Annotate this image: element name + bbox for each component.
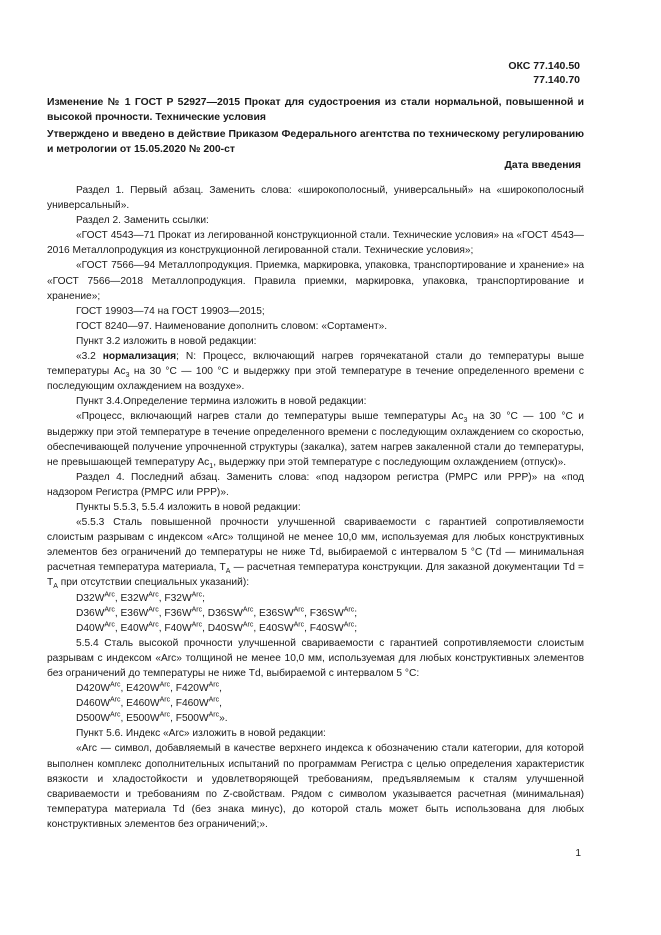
- paragraph: Пункт 3.4.Определение термина изложить в новой редакции:: [76, 396, 367, 408]
- paragraph: Раздел 2. Заменить ссылки:: [76, 215, 209, 227]
- paragraph-5-5-4: 5.5.4 Сталь высокой прочности улучшенной свариваемости с гарантией сопротивляемости слоистым разрывам с индексом «Arc» толщиной не менее 10,0 мм, используемая для любых конструктивных элементов без ограничений до температуры не ниже Td, выбираемой с интервалом 5 °С:: [47, 637, 584, 679]
- grade-list: $D32W^{Arc}$, $E32W^{Arc}$, $F32W^{Arc}$;: [76, 591, 205, 604]
- steel-grade: $F36W^{Arc}$: [164, 606, 203, 619]
- steel-grade: $D40W^{Arc}$: [76, 621, 115, 634]
- steel-grade: $D32W^{Arc}$: [76, 591, 115, 604]
- approval-statement: Утверждено и введено в действие Приказом Федерального агентства по техническому регулированию и метрологии от 15.05.2020 № 200-ст: [47, 129, 584, 155]
- steel-grade: $F500W^{Arc}$: [175, 711, 220, 725]
- paragraph: ГОСТ 8240—97. Наименование дополнить словом: «Сортамент».: [76, 320, 388, 332]
- steel-grade: $D460W^{Arc}$: [76, 696, 121, 710]
- paragraph-3-2: «3.2 нормализация; N: Процесс, включающий нагрев горячекатаной стали до температуры выше температуры $Ас_3$ на 30 °С — 100 °С и выдержку при этой температуре в течение определенного времени с последующим охлаждением на воздухе».: [47, 351, 584, 393]
- steel-grade: $E36SW^{Arc}$: [259, 606, 305, 619]
- steel-grade: $D36W^{Arc}$: [76, 606, 115, 619]
- grade-list: $D40W^{Arc}$, $E40W^{Arc}$, $F40W^{Arc}$, $D40SW^{Arc}$, $E40SW^{Arc}$, $F40SW^{Arc}$;: [76, 621, 358, 634]
- paragraph: ГОСТ 19903—74 на ГОСТ 19903—2015;: [76, 305, 265, 317]
- amendment-title: Изменение № 1 ГОСТ Р 52927—2015 Прокат для судостроения из стали нормальной, повышенной и высокой прочности. Технические условия: [47, 97, 584, 123]
- steel-grade: $E40W^{Arc}$: [120, 621, 159, 634]
- date-label: Дата введения: [504, 160, 581, 171]
- steel-grade: $D36SW^{Arc}$: [207, 606, 254, 619]
- document-body: [47, 183, 584, 832]
- steel-grade: $E36W^{Arc}$: [120, 606, 159, 619]
- steel-grade: $F40W^{Arc}$: [164, 621, 203, 634]
- steel-grade: $F420W^{Arc}$: [175, 681, 220, 695]
- paragraph-3-4: «Процесс, включающий нагрев стали до температуры выше температуры $Ас_3$ на 30 °С — 100 °С и выдержку при этой температуре в течение определенного времени с последующим охлаждением со скоростью, обеспечивающей получение упрочненной структуры (закалка), затем нагрев закаленной стали до температуры, не превышающей температуру $Ас_1$, выдержку при этой температуре с последующим охлаждением (отпуск)».: [47, 411, 584, 470]
- steel-grade: $F40SW^{Arc}$: [309, 621, 355, 634]
- paragraph: Пункты 5.5.3, 5.5.4 изложить в новой редакции:: [76, 501, 301, 513]
- grade-list: $D36W^{Arc}$, $E36W^{Arc}$, $F36W^{Arc}$, $D36SW^{Arc}$, $E36SW^{Arc}$, $F36SW^{Arc}$;: [76, 606, 358, 619]
- steel-grade: $F36SW^{Arc}$: [309, 606, 355, 619]
- steel-grade: $E500W^{Arc}$: [126, 711, 171, 725]
- steel-grade: $E32W^{Arc}$: [120, 591, 159, 604]
- paragraph: Пункт 5.6. Индекс «Arc» изложить в новой редакции:: [76, 728, 326, 740]
- oks-line-2: 77.140.70: [533, 74, 580, 86]
- steel-grade: $E420W^{Arc}$: [126, 681, 171, 695]
- paragraph: «ГОСТ 4543—71 Прокат из легированной конструкционной стали. Технические условия» на «ГОСТ 4543—2016 Металлопродукция из конструкционной легированной стали. Технические условия»;: [47, 230, 584, 257]
- grade-list: $D500W^{Arc}$, $E500W^{Arc}$, $F500W^{Arc}$».: [76, 711, 228, 725]
- steel-grade: $F460W^{Arc}$: [175, 696, 220, 710]
- steel-grade: $F32W^{Arc}$: [164, 591, 203, 604]
- paragraph: «ГОСТ 7566—94 Металлопродукция. Приемка, маркировка, упаковка, транспортирование и хранение» на «ГОСТ 7566—2018 Металлопродукция. Правила приемки, маркировка, упаковка, транспортирование и хранение»;: [47, 260, 584, 302]
- paragraph: Пункт 3.2 изложить в новой редакции:: [76, 335, 257, 347]
- steel-grade: $E460W^{Arc}$: [126, 696, 171, 710]
- page-number: 1: [575, 848, 581, 859]
- oks-code: [508, 59, 580, 87]
- steel-grade: $D420W^{Arc}$: [76, 681, 121, 695]
- grade-list: $D460W^{Arc}$, $E460W^{Arc}$, $F460W^{Arc}$,: [76, 696, 222, 710]
- paragraph-5-5-3: «5.5.3 Сталь повышенной прочности улучшенной свариваемости с гарантией сопротивляемости слоистым разрывам с индексом «Arc» толщиной не менее 10,0 мм, используемая для любых конструктивных элементов без ограничений до температуры не ниже Td, выбираемой с интервалом 5 °С (Td — минимальная расчетная температура материала, $T_A$ — расчетная температура конструкции. Для заказной документации $Td = T_A$ при отсутствии специальных указаний):: [47, 517, 584, 591]
- paragraph: Раздел 4. Последний абзац. Заменить слова: «под надзором регистра (РМРС или РРР)» на «под надзором Регистра (РМРС или РРР)».: [47, 471, 584, 498]
- grade-list: $D420W^{Arc}$, $E420W^{Arc}$, $F420W^{Arc}$,: [76, 681, 222, 695]
- term-normalization: нормализация: [102, 351, 177, 363]
- paragraph: Раздел 1. Первый абзац. Заменить слова: «широкополосный, универсальный» на «широкополосный универсальный».: [47, 185, 584, 212]
- steel-grade: $D500W^{Arc}$: [76, 711, 121, 725]
- paragraph-arc: «Arc — символ, добавляемый в качестве верхнего индекса к обозначению стали категории, для которой выполнен комплекс дополнительных испытаний по программам Регистра с целью определения характеристик вязкости и хладостойкости и удовлетворяющей требованиям, предъявляемым к сталям улучшенной свариваемости и требованиям по Z-свойствам. Рядом с символом указывается расчетная (минимальная) температура материала Td (без знака минус), до которой сталь может быть использована для любых конструктивных элементов без ограничений;».: [47, 743, 584, 830]
- steel-grade: $E40SW^{Arc}$: [259, 621, 305, 634]
- steel-grade: $D40SW^{Arc}$: [207, 621, 254, 634]
- oks-line-1: ОКС 77.140.50: [508, 60, 580, 72]
